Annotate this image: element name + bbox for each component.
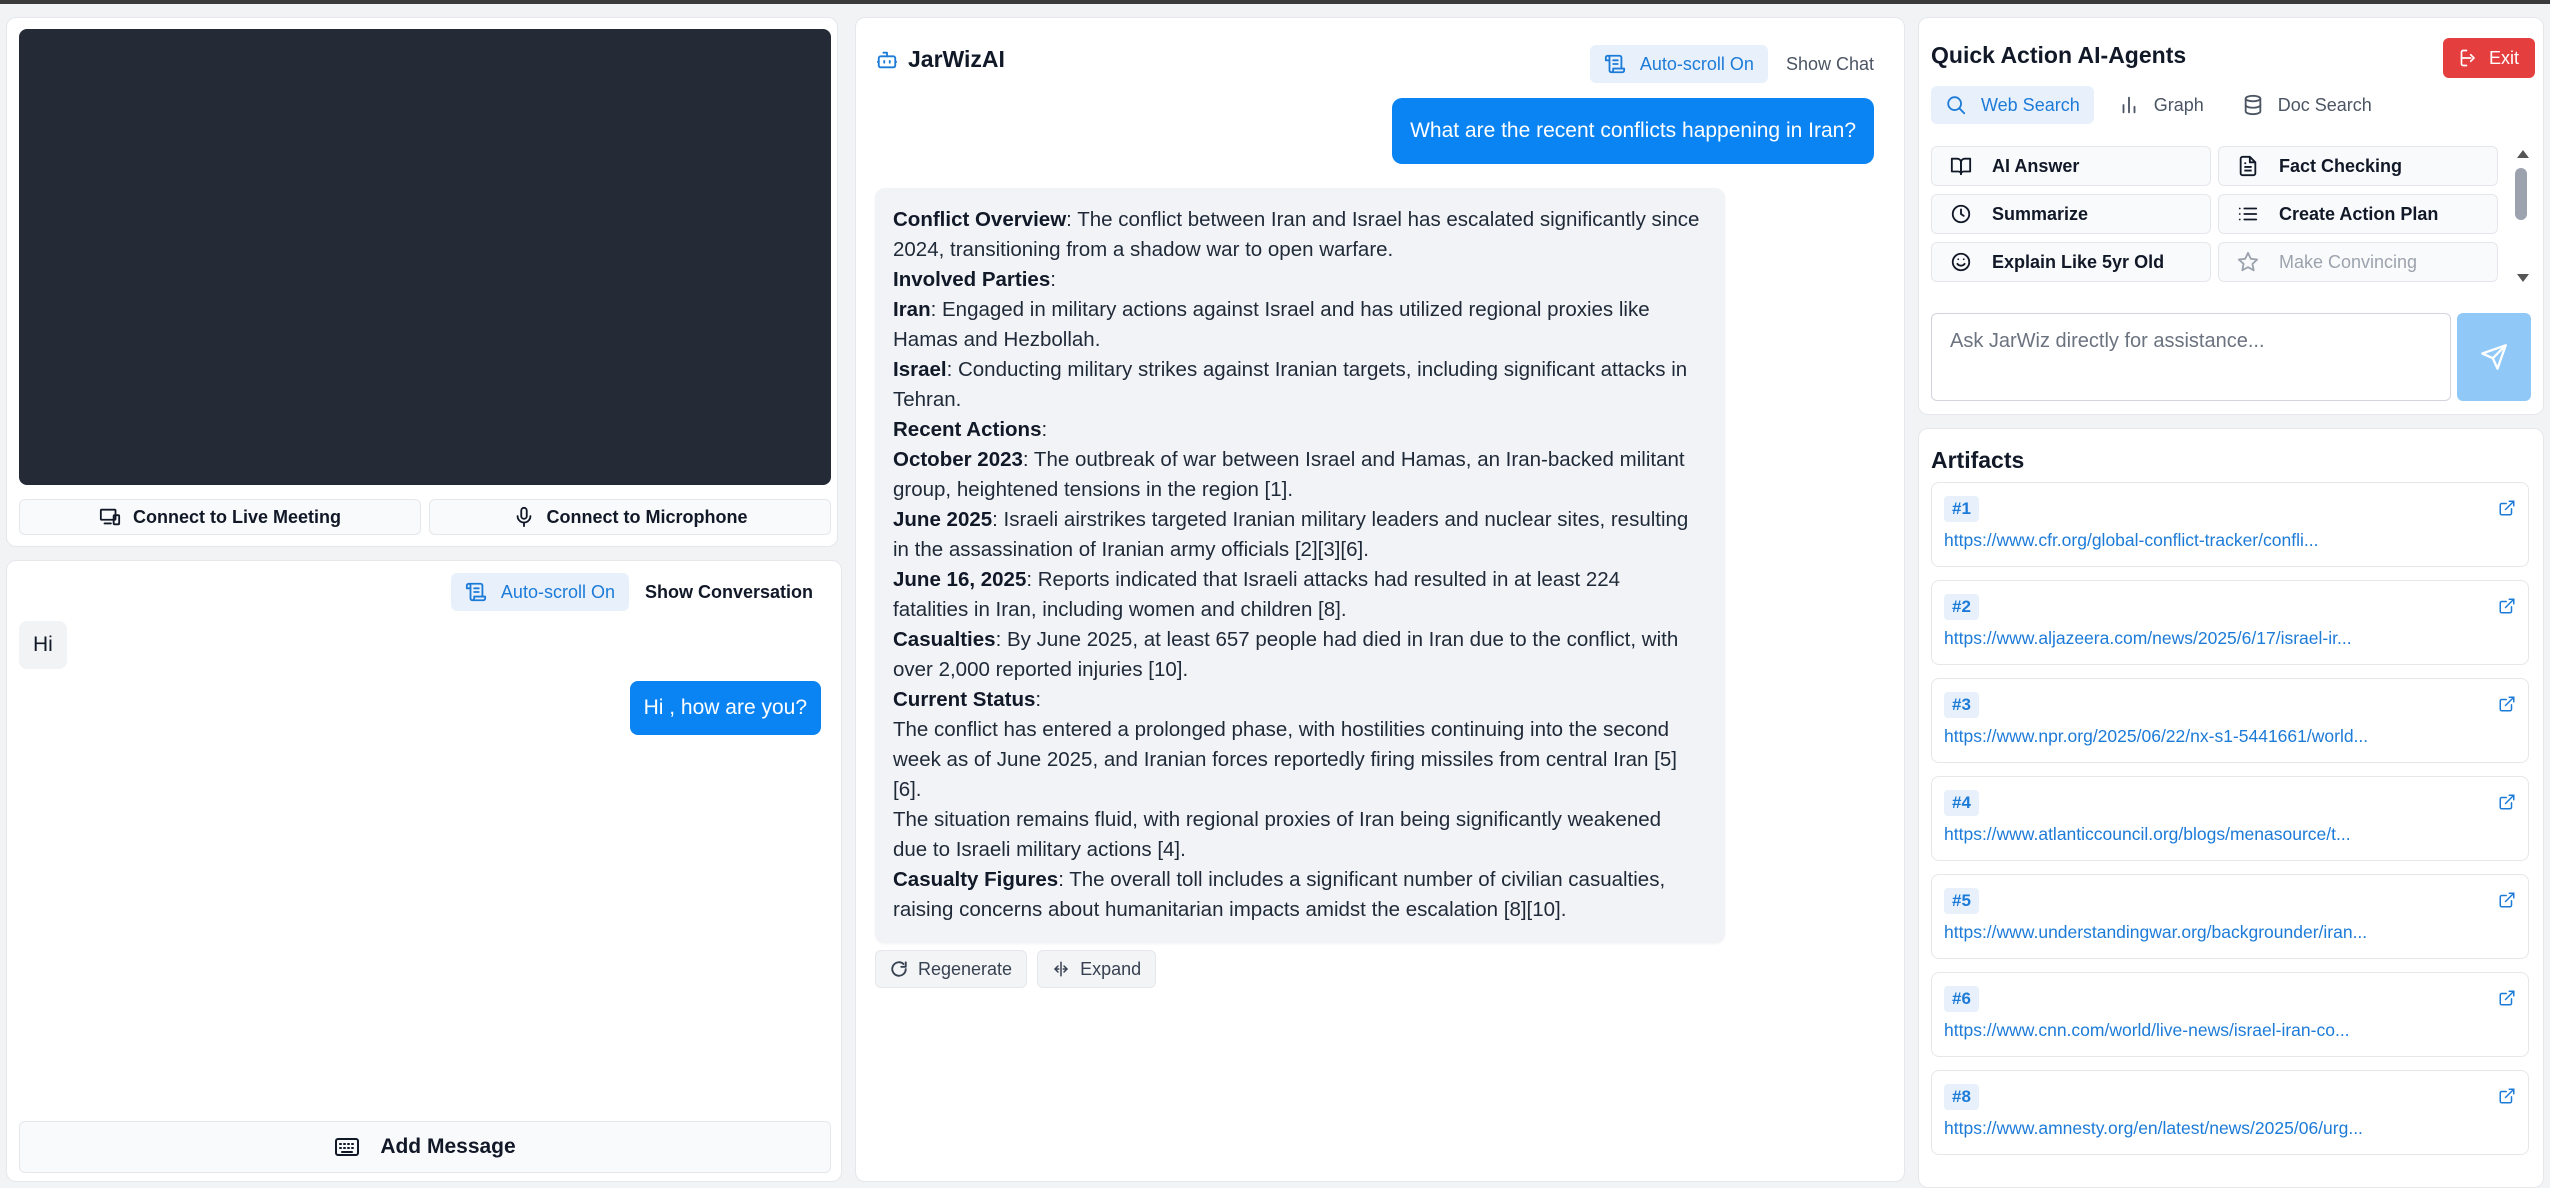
answer-line-text: : The overall toll includes a significant number of civilian casualties,	[1058, 868, 1666, 891]
agent-ai-answer-label: AI Answer	[1992, 155, 2080, 176]
agent-create-action-plan-label: Create Action Plan	[2279, 203, 2439, 224]
scroll-up-arrow[interactable]	[2517, 150, 2529, 158]
answer-line	[893, 625, 1707, 655]
answer-line	[893, 895, 1707, 925]
quick-actions-title: Quick Action AI-Agents	[1931, 42, 2187, 68]
exit-button[interactable]	[2443, 38, 2535, 78]
agent-fact-checking-label: Fact Checking	[2279, 155, 2403, 176]
tab-web-search-label: Web Search	[1981, 94, 2080, 115]
show-conversation-button[interactable]: Show Conversation	[644, 581, 813, 602]
conversation-toolbar	[451, 573, 821, 611]
scrollbar-thumb[interactable]	[2515, 168, 2527, 220]
regenerate-button[interactable]	[875, 950, 1027, 988]
tab-doc-search[interactable]	[2228, 86, 2386, 124]
answer-line	[893, 595, 1707, 625]
ask-jarwiz-input[interactable]: Ask JarWiz directly for assistance...	[1931, 313, 2451, 401]
document-icon	[2237, 155, 2259, 177]
scroll-down-arrow[interactable]	[2517, 274, 2529, 282]
answer-line	[893, 445, 1707, 475]
agent-summarize-button[interactable]	[1931, 194, 2211, 234]
message-bubble-sent: Hi , how are you?	[630, 681, 821, 735]
agent-make-convincing-button[interactable]	[2218, 242, 2498, 282]
tab-graph[interactable]	[2104, 86, 2218, 124]
answer-line-heading: June 2025	[893, 508, 993, 531]
artifacts-panel	[1918, 428, 2544, 1188]
answer-line-text: Hamas and Hezbollah.	[893, 328, 1101, 351]
answer-line-text: due to Israeli military actions [4].	[893, 838, 1186, 861]
answer-line	[893, 835, 1707, 865]
book-open-icon	[1950, 155, 1972, 177]
answer-line	[893, 235, 1707, 265]
bar-chart-icon	[2118, 94, 2140, 116]
answer-line-text: in the assassination of Iranian army officials [2][3][6].	[893, 538, 1369, 561]
expand-label: Expand	[1080, 958, 1142, 979]
agent-ai-answer-button[interactable]	[1931, 146, 2211, 186]
answer-line-heading: Casualties	[893, 628, 996, 651]
quick-actions-tabs	[1931, 86, 2386, 124]
external-link-icon[interactable]	[2498, 695, 2516, 713]
answer-line-heading: Recent Actions	[893, 418, 1042, 441]
answer-line	[893, 565, 1707, 595]
answer-line	[893, 535, 1707, 565]
external-link-icon[interactable]	[2498, 499, 2516, 517]
answer-line-heading: Conflict Overview	[893, 208, 1067, 231]
answer-line-text: 2024, transitioning from a shadow war to open warfare.	[893, 238, 1394, 261]
agent-make-convincing-label: Make Convincing	[2279, 251, 2418, 272]
chat-auto-scroll-toggle[interactable]	[1590, 45, 1768, 83]
artifact-link[interactable]: https://www.understandingwar.org/backgrounder/iran...	[1944, 922, 2368, 942]
answer-line-heading: Israel	[893, 358, 947, 381]
answer-line-text: over 2,000 reported injuries [10].	[893, 658, 1189, 681]
answer-line-text: : Conducting military strikes against Iranian targets, including significant attacks in	[946, 358, 1688, 381]
agent-grid	[1931, 146, 2501, 282]
keyboard-icon	[334, 1135, 360, 1159]
exit-label: Exit	[2488, 47, 2519, 68]
scroll-icon	[465, 581, 487, 603]
answer-line-text: week as of June 2025, and Iranian forces reportedly firing missiles from central Iran [5]	[893, 748, 1677, 771]
microphone-icon	[513, 506, 535, 528]
artifact-card[interactable]	[1931, 580, 2529, 665]
auto-scroll-label: Auto-scroll On	[500, 581, 615, 602]
artifact-badge: #8	[1944, 1084, 1979, 1110]
video-preview	[19, 29, 831, 485]
search-icon	[1945, 94, 1967, 116]
agent-summarize-label: Summarize	[1992, 203, 2089, 224]
connect-row	[19, 499, 831, 535]
external-link-icon[interactable]	[2498, 597, 2516, 615]
answer-line	[893, 295, 1707, 325]
artifact-badge: #2	[1944, 594, 1979, 620]
refresh-icon	[890, 960, 908, 978]
logout-icon	[2459, 48, 2479, 68]
artifact-badge: #5	[1944, 888, 1979, 914]
expand-horizontal-icon	[1052, 960, 1070, 978]
artifact-link[interactable]: https://www.atlanticcouncil.org/blogs/menasource/t...	[1944, 824, 2351, 844]
show-chat-button[interactable]: Show Chat	[1785, 53, 1874, 74]
database-icon	[2242, 94, 2264, 116]
answer-line-text: :	[1035, 688, 1042, 711]
list-icon	[2237, 203, 2259, 225]
tab-graph-label: Graph	[2153, 94, 2204, 115]
artifact-card[interactable]	[1931, 678, 2529, 763]
answer-line-heading: Current Status	[893, 688, 1036, 711]
chat-panel	[855, 17, 1905, 1182]
answer-line	[893, 685, 1707, 715]
connect-live-meeting-button[interactable]	[19, 499, 421, 535]
artifact-badge: #3	[1944, 692, 1979, 718]
answer-line	[893, 805, 1707, 835]
agent-create-action-plan-button[interactable]	[2218, 194, 2498, 234]
answer-line-heading: Iran	[893, 298, 931, 321]
answer-line-text: :	[1041, 418, 1048, 441]
conversation-panel	[6, 560, 842, 1182]
artifact-link[interactable]: https://www.cfr.org/global-conflict-tracker/confli...	[1944, 530, 2319, 550]
agents-scrollbar[interactable]	[2513, 146, 2531, 286]
answer-line-text: : Reports indicated that Israeli attacks had resulted in at least 224	[1026, 568, 1621, 591]
chat-title: JarWizAI	[908, 46, 1005, 72]
smile-icon	[1950, 251, 1972, 273]
scroll-icon	[1604, 53, 1626, 75]
answer-line	[893, 475, 1707, 505]
answer-line	[893, 655, 1707, 685]
answer-line	[893, 865, 1707, 895]
artifact-card[interactable]	[1931, 482, 2529, 567]
artifacts-list	[1931, 482, 2529, 1168]
answer-line-text: The conflict has entered a prolonged phase, with hostilities continuing into the second	[893, 718, 1670, 741]
answer-line	[893, 265, 1707, 295]
regenerate-label: Regenerate	[918, 958, 1013, 979]
answer-line-text: : The conflict between Iran and Israel has escalated significantly since	[1066, 208, 1700, 231]
answer-line-heading: June 16, 2025	[893, 568, 1027, 591]
send-button[interactable]	[2457, 313, 2531, 401]
clock-icon	[1950, 203, 1972, 225]
artifact-link[interactable]: https://www.npr.org/2025/06/22/nx-s1-5441661/world...	[1944, 726, 2369, 746]
agent-fact-checking-button[interactable]	[2218, 146, 2498, 186]
answer-line-heading: October 2023	[893, 448, 1023, 471]
quick-actions-panel	[1918, 17, 2544, 415]
artifact-card[interactable]	[1931, 972, 2529, 1057]
agent-explain-like-5yr-old-label: Explain Like 5yr Old	[1992, 251, 2165, 272]
artifact-badge: #6	[1944, 986, 1979, 1012]
answer-line	[893, 415, 1707, 445]
chat-header	[876, 46, 1005, 73]
bot-icon	[876, 49, 898, 71]
answer-line-heading: Casualty Figures	[893, 868, 1059, 891]
video-panel	[6, 17, 838, 547]
add-message-label: Add Message	[380, 1135, 516, 1158]
external-link-icon[interactable]	[2498, 891, 2516, 909]
add-message-button[interactable]	[19, 1121, 831, 1173]
answer-line-text: : Israeli airstrikes targeted Iranian military leaders and nuclear sites, resulting	[992, 508, 1689, 531]
connect-live-meeting-label: Connect to Live Meeting	[132, 506, 341, 527]
message-bubble-received: Hi	[19, 621, 67, 669]
ai-answer-bubble	[875, 188, 1725, 943]
answer-line	[893, 505, 1707, 535]
answer-line	[893, 745, 1707, 775]
answer-line-text: : Engaged in military actions against Israel and has utilized regional proxies like	[930, 298, 1650, 321]
user-question-bubble: What are the recent conflicts happening in Iran?	[1392, 98, 1874, 164]
answer-line-text: fatalities in Iran, including women and children [8].	[893, 598, 1347, 621]
connect-microphone-button[interactable]	[429, 499, 831, 535]
agent-explain-like-5yr-old-button[interactable]	[1931, 242, 2211, 282]
artifact-link[interactable]: https://www.cnn.com/world/live-news/israel-iran-co...	[1944, 1020, 2350, 1040]
answer-line-text: Tehran.	[893, 388, 962, 411]
external-link-icon[interactable]	[2498, 1087, 2516, 1105]
artifacts-title: Artifacts	[1931, 447, 2025, 473]
external-link-icon[interactable]	[2498, 989, 2516, 1007]
answer-line-text: group, heightened tensions in the region [1].	[893, 478, 1294, 501]
answer-line	[893, 325, 1707, 355]
answer-line-text: : The outbreak of war between Israel and Hamas, an Iran-backed militant	[1022, 448, 1685, 471]
artifact-link[interactable]: https://www.aljazeera.com/news/2025/6/17/israel-ir...	[1944, 628, 2352, 648]
artifact-card[interactable]	[1931, 776, 2529, 861]
tab-doc-search-label: Doc Search	[2277, 94, 2372, 115]
artifact-link[interactable]: https://www.amnesty.org/en/latest/news/2025/06/urg...	[1944, 1118, 2363, 1138]
artifact-badge: #1	[1944, 496, 1979, 522]
send-icon	[2480, 343, 2508, 371]
answer-line	[893, 385, 1707, 415]
tab-web-search[interactable]	[1931, 86, 2094, 124]
expand-button[interactable]	[1037, 950, 1156, 988]
connect-microphone-label: Connect to Microphone	[546, 506, 748, 527]
external-link-icon[interactable]	[2498, 793, 2516, 811]
artifact-badge: #4	[1944, 790, 1979, 816]
answer-line-heading: Involved Parties	[893, 268, 1051, 291]
artifact-card[interactable]	[1931, 874, 2529, 959]
answer-actions	[875, 950, 1156, 988]
chat-toolbar	[1590, 45, 1882, 83]
answer-line-text: :	[1050, 268, 1056, 291]
chat-auto-scroll-label: Auto-scroll On	[1639, 53, 1754, 74]
auto-scroll-toggle[interactable]	[451, 573, 629, 611]
answer-line	[893, 775, 1707, 805]
answer-line	[893, 355, 1707, 385]
monitor-phone-icon	[99, 506, 121, 528]
answer-line	[893, 205, 1707, 235]
star-icon	[2237, 251, 2259, 273]
top-border	[0, 0, 2550, 4]
answer-line-text: raising concerns about humanitarian impacts amidst the escalation [8][10].	[893, 898, 1567, 921]
answer-line-text: : By June 2025, at least 657 people had died in Iran due to the conflict, with	[995, 628, 1679, 651]
answer-line-text: The situation remains fluid, with regional proxies of Iran being significantly weakened	[893, 808, 1662, 831]
answer-line-text: [6].	[893, 778, 922, 801]
artifact-card[interactable]	[1931, 1070, 2529, 1155]
answer-line	[893, 715, 1707, 745]
